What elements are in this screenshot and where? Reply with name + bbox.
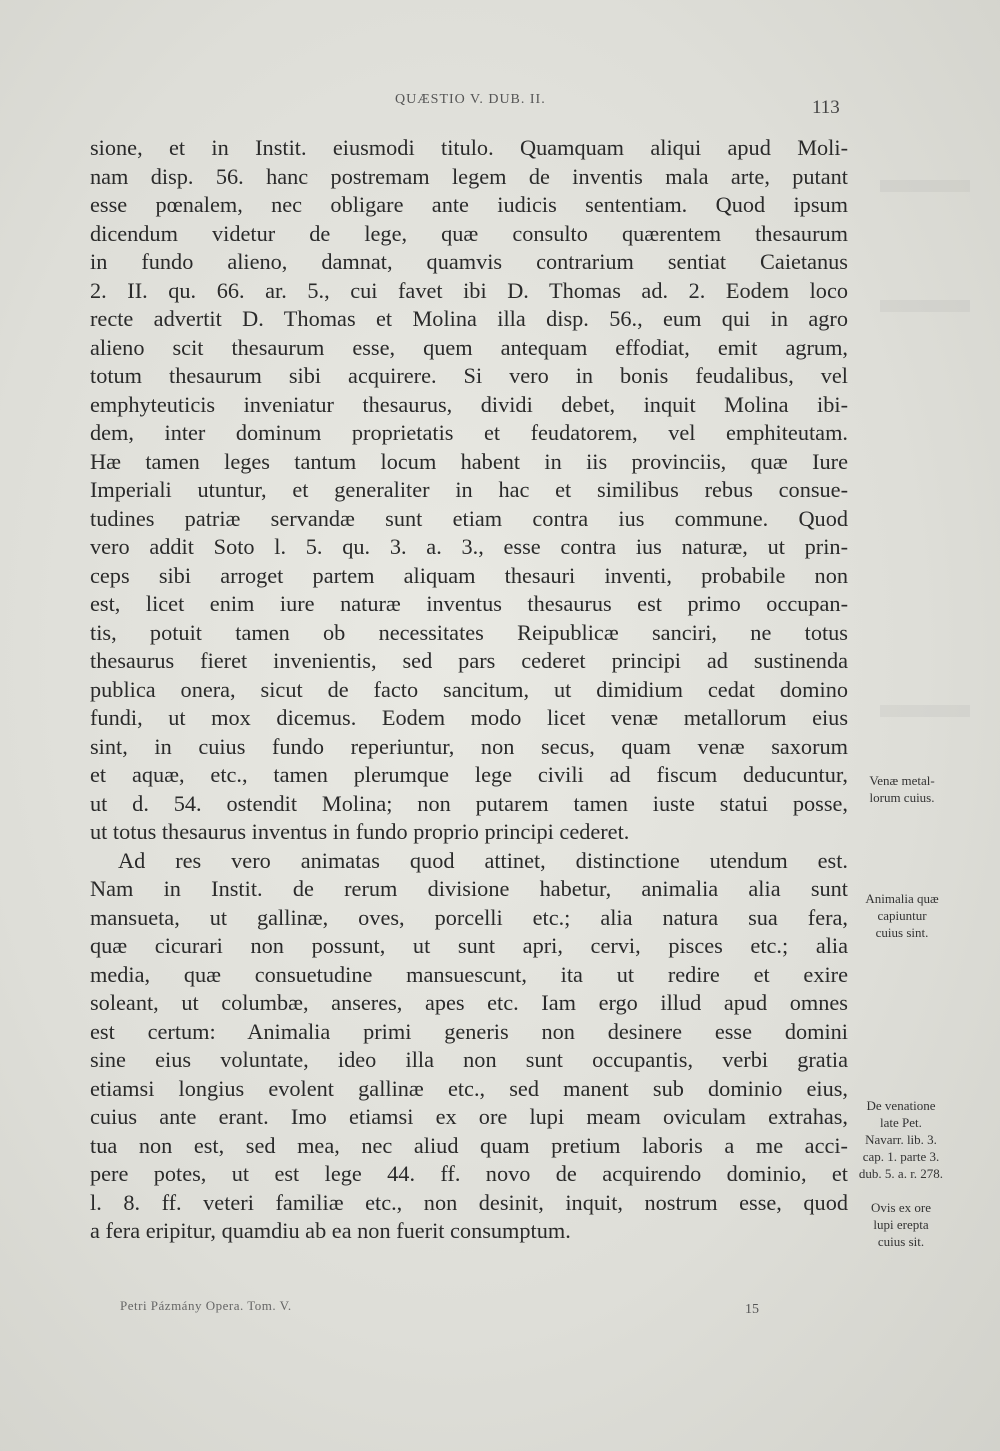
text-line: totum thesaurum sibi acquirere. Si vero in bonis feudalibus, vel — [90, 363, 848, 388]
margin-note — [845, 1199, 957, 1250]
text-line: thesaurus fieret invenientis, sed pars cederet principi ad sustinenda — [90, 648, 848, 673]
text-line: sione, et in Instit. eiusmodi titulo. Quamquam aliqui apud Moli- — [90, 135, 848, 160]
body-text — [90, 134, 848, 1246]
text-line: etiamsi longius evolent gallinæ etc., sed manent sub dominio eius, — [90, 1075, 848, 1101]
text-line: Nam in Instit. de rerum divisione habetur, animalia alia sunt — [90, 876, 848, 901]
text-line: l. 8. ff. veteri familiæ etc., non desinit, inquit, nostrum esse, quod — [90, 1189, 848, 1215]
page-number: 113 — [812, 97, 840, 118]
margin-note — [846, 772, 958, 806]
show-through-mark — [880, 300, 970, 312]
text-line: ut totus thesaurus inventus in fundo proprio principi cederet. — [90, 819, 630, 844]
text-line: vero addit Soto l. 5. qu. 3. a. 3., esse contra ius naturæ, ut prin- — [90, 534, 848, 559]
text-line: Hæ tamen leges tantum locum habent in iis provinciis, quæ Iure — [90, 448, 848, 474]
text-line: sint, in cuius fundo reperiuntur, non secus, quam venæ saxorum — [90, 733, 848, 759]
show-through-mark — [880, 705, 970, 717]
text-line: sine eius voluntate, ideo illa non sunt occupantis, verbi gratia — [90, 1047, 848, 1072]
text-line: pere potes, ut est lege 44. ff. novo de acquirendo dominio, et — [90, 1161, 848, 1186]
text-line: quæ cicurari non possunt, ut sunt apri, cervi, pisces etc.; alia — [90, 933, 848, 958]
margin-note-text: Ovis ex ore lupi erepta cuius sit. — [871, 1200, 931, 1249]
text-line: a fera eripitur, quamdiu ab ea non fuerit consumptum. — [90, 1218, 571, 1243]
footer-title: Petri Pázmány Opera. Tom. V. — [120, 1298, 292, 1313]
text-line: esse pœnalem, nec obligare ante iudicis sententiam. Quod ipsum — [90, 192, 848, 217]
margin-note-text: Animalia quæ capiuntur cuius sint. — [865, 891, 939, 940]
show-through-mark — [880, 180, 970, 192]
text-line: mansueta, ut gallinæ, oves, porcelli etc.; alia natura sua fera, — [90, 904, 848, 930]
running-head: QUÆSTIO V. DUB. II. — [395, 92, 546, 107]
text-line: fundi, ut mox dicemus. Eodem modo licet venæ metallorum eius — [90, 705, 848, 730]
text-line: dicendum videtur de lege, quæ consulto quærentem thesaurum — [90, 220, 848, 246]
text-line: cuius ante erant. Imo etiamsi ex ore lupi meam oviculam extrahas, — [90, 1104, 848, 1129]
text-line: ceps sibi arroget partem aliquam thesauri inventi, probabile non — [90, 562, 848, 588]
margin-note-text: De venatione late Pet. Navarr. lib. 3. cap. 1. parte 3. dub. 5. a. r. 278. — [858, 1098, 944, 1181]
text-line: 2. II. qu. 66. ar. 5., cui favet ibi D. Thomas ad. 2. Eodem loco — [90, 277, 848, 303]
text-line: in fundo alieno, damnat, quamvis contrarium sentiat Caietanus — [90, 249, 848, 274]
margin-note-text: Venæ metal- lorum cuius. — [869, 773, 935, 805]
text-line: et aquæ, etc., tamen plerumque lege civili ad fiscum deducuntur, — [90, 762, 848, 787]
text-line: tua non est, sed mea, nec aliud quam pretium laboris a me acci- — [90, 1132, 848, 1158]
text-line: dem, inter dominum proprietatis et feudatorem, vel emphiteutam. — [90, 420, 848, 445]
signature-mark: 15 — [745, 1302, 759, 1317]
text-line: emphyteuticis inveniatur thesaurus, dividi debet, inquit Molina ibi- — [90, 391, 848, 417]
text-line: Imperiali utuntur, et generaliter in hac et similibus rebus consue- — [90, 477, 848, 502]
text-line: est certum: Animalia primi generis non desinere esse domini — [90, 1018, 848, 1044]
text-line: nam disp. 56. hanc postremam legem de inventis mala arte, putant — [90, 163, 848, 189]
text-line: alieno scit thesaurum esse, quem antequam effodiat, emit agrum, — [90, 334, 848, 360]
text-line: media, quæ consuetudine mansuescunt, ita ut redire et exire — [90, 961, 848, 987]
text-line: soleant, ut columbæ, anseres, apes etc. Iam ergo illud apud omnes — [90, 990, 848, 1015]
text-line: est, licet enim iure naturæ inventus thesaurus est primo occupan- — [90, 591, 848, 616]
margin-note — [845, 1097, 957, 1182]
text-line: Ad res vero animatas quod attinet, distinctione utendum est. — [118, 847, 848, 873]
text-line: tis, potuit tamen ob necessitates Reipublicæ sanciri, ne totus — [90, 619, 848, 645]
text-line: recte advertit D. Thomas et Molina illa disp. 56., eum qui in agro — [90, 306, 848, 331]
text-line: publica onera, sicut de facto sancitum, ut dimidium cedat domino — [90, 676, 848, 702]
text-line: tudines patriæ servandæ sunt etiam contra ius commune. Quod — [90, 505, 848, 531]
margin-note — [846, 890, 958, 941]
text-line: ut d. 54. ostendit Molina; non putarem tamen iuste statui posse, — [90, 790, 848, 816]
